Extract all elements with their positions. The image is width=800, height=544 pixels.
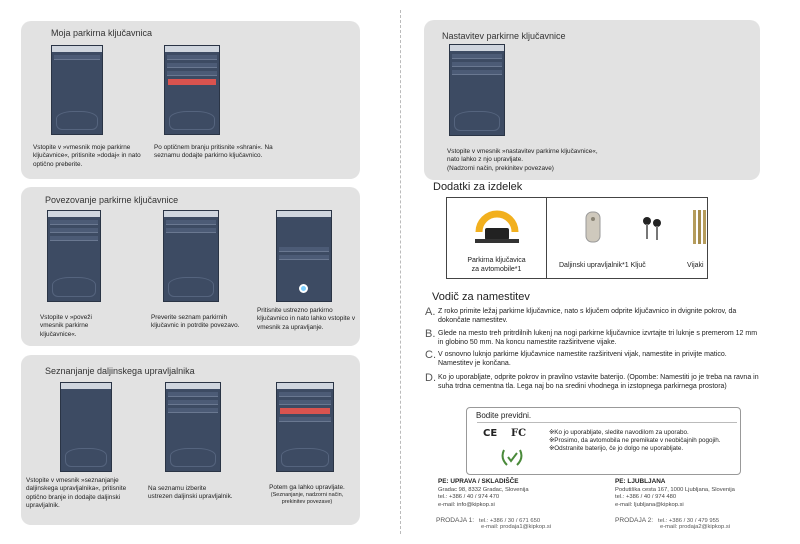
phone-screenshot: [449, 44, 505, 136]
caption: Na seznamu izberite ustrezen daljinski upravljalnik.: [148, 485, 233, 501]
step-text: Glede na mesto treh pritrdilnih lukenj na nogi parkirne ključavnice izvrtajte tri luknje s premerom 12 mm in globino 50 mm. Na koncu namestite razširitvene vijake.: [438, 330, 758, 347]
step-letter: D.: [425, 372, 436, 384]
accessory-remote-cell: [547, 198, 707, 278]
phone-screenshot: [47, 210, 101, 302]
phone-screenshot: [276, 382, 334, 472]
sales-contact-1: PRODAJA 1: tel.: +386 / 30 / 671 650 e-mail: prodaja1@kipkop.si: [436, 517, 552, 530]
rohs-laurel-icon: [499, 446, 525, 468]
accessories-title: Dodatki za izdelek: [433, 181, 523, 193]
ce-mark-icon: CE: [483, 428, 498, 439]
phone-screenshot: [164, 45, 220, 135]
caption: Preverite seznam parkirnih ključavnic in potrdite povezavo.: [151, 314, 240, 330]
caption: Vstopite v »poveži vmesnik parkirne ključavnice«.: [40, 314, 92, 338]
accessory-label: Daljinski upravljalnik*1 Ključ: [559, 262, 646, 269]
step-letter: A.: [425, 306, 436, 318]
step-text: Ko jo uporabljate, odprite pokrov in pravilno vstavite baterijo. (Opombe: Namestiti jo je treba na ravna in suha trdna cementna tla. Lega naj bo na sredini vhodnega in izstopnega parkirnega prostora): [438, 374, 759, 391]
instruction-step: [425, 372, 766, 391]
phone-screenshot: [276, 210, 332, 302]
step-text: V osnovno luknjo parkirne ključavnice namestite razširitveni vijak, namestite in privijte matico. Namestitev je končana.: [438, 351, 727, 368]
contact-ljubljana: PE: LJUBLJANA Podutiška cesta 167, 1000 Ljubljana, Slovenija tel.: +386 / 40 / 974 480 e-mail: ljubljana@kipkop.si: [615, 478, 735, 508]
section-title: Moja parkirna ključavnica: [51, 28, 153, 38]
section-title: Povezovanje parkirne ključavnice: [45, 195, 179, 205]
section-title: Nastavitev parkirne ključavnice: [442, 31, 566, 41]
caption: Potem ga lahko upravljate. (Seznanjanje, nadzorni način, prekinitev povezave): [269, 484, 345, 506]
phone-screenshot: [163, 210, 219, 302]
accessory-lock-cell: [447, 198, 547, 278]
phone-screenshot: [60, 382, 112, 472]
phone-screenshot: [51, 45, 103, 135]
caption: Vstopite v »vmesnik moje parkirne ključavnice«, pritisnite »dodaj« in nato optično preberite.: [33, 144, 141, 168]
instruction-step: [425, 306, 763, 325]
fcc-mark-icon: FC: [511, 428, 527, 439]
caption: Po optičnem branju pritisnite »shrani«. Na seznamu dodajte parkirno ključavnico.: [154, 144, 273, 160]
panel-my-parking-lock: [21, 21, 360, 179]
panel-connect-parking-lock: [21, 187, 360, 346]
caption: Vstopite v vmesnik »nastavitev parkirne ključavnice«, nato lahko z njo upravljate. (Nadzorni način, prekinitev povezave): [447, 148, 598, 172]
section-title: Seznanjanje daljinskega upravljalnika: [45, 366, 195, 376]
caption: Vstopite v vmesnik »seznanjanje daljinskega upravljalnika«, pritisnite optično branje in dodajte daljinski upravljalnik.: [26, 477, 127, 509]
page-divider: [400, 10, 401, 534]
phone-screenshot: [165, 382, 221, 472]
key-icon: [640, 215, 664, 243]
instruction-step: [425, 328, 763, 347]
caution-list: ※Ko jo uporabljate, sledite navodilom za uporabo. ※Prosimo, da avtomobila ne premikate v neobičajnih pogojih. ※Odstranite baterijo, če jo dolgo ne uporabljate.: [549, 429, 721, 453]
sales-contact-2: PRODAJA 2: tel.: +386 / 30 / 479 955 e-mail: prodaja2@kipkop.si: [615, 517, 731, 530]
installation-guide-title: Vodič za namestitev: [432, 291, 530, 303]
accessory-label: Parkirna ključavica za avtomobile*1: [467, 257, 526, 274]
caution-title: Bodite previdni.: [476, 411, 532, 420]
step-text: Z roko primite ležaj parkirne ključavnice, nato s ključem odprite ključavnico in dvignite pokrov, da dokončate namestitev.: [438, 308, 737, 325]
accessories-table: [446, 197, 708, 279]
contact-hq: PE: UPRAVA / SKLADIŠČE Gradac 98, 8332 Gradac, Slovenija tel.: +386 / 40 / 974 470 e-mail: info@kipkop.si: [438, 478, 529, 508]
panel-pair-remote: [21, 355, 360, 525]
step-letter: C.: [425, 349, 436, 361]
instruction-step: [425, 349, 763, 368]
screws-image: [690, 208, 708, 246]
parking-lock-image: [471, 202, 523, 246]
caption: Pritisnite ustrezno parkirno ključavnico in nato lahko vstopite v vmesnik za upravljanje.: [257, 307, 356, 331]
accessory-label: Vijaki: [687, 262, 704, 269]
step-letter: B.: [425, 328, 436, 340]
remote-control-image: [584, 211, 602, 243]
panel-lock-settings: [424, 20, 760, 180]
caution-box: [466, 407, 741, 475]
